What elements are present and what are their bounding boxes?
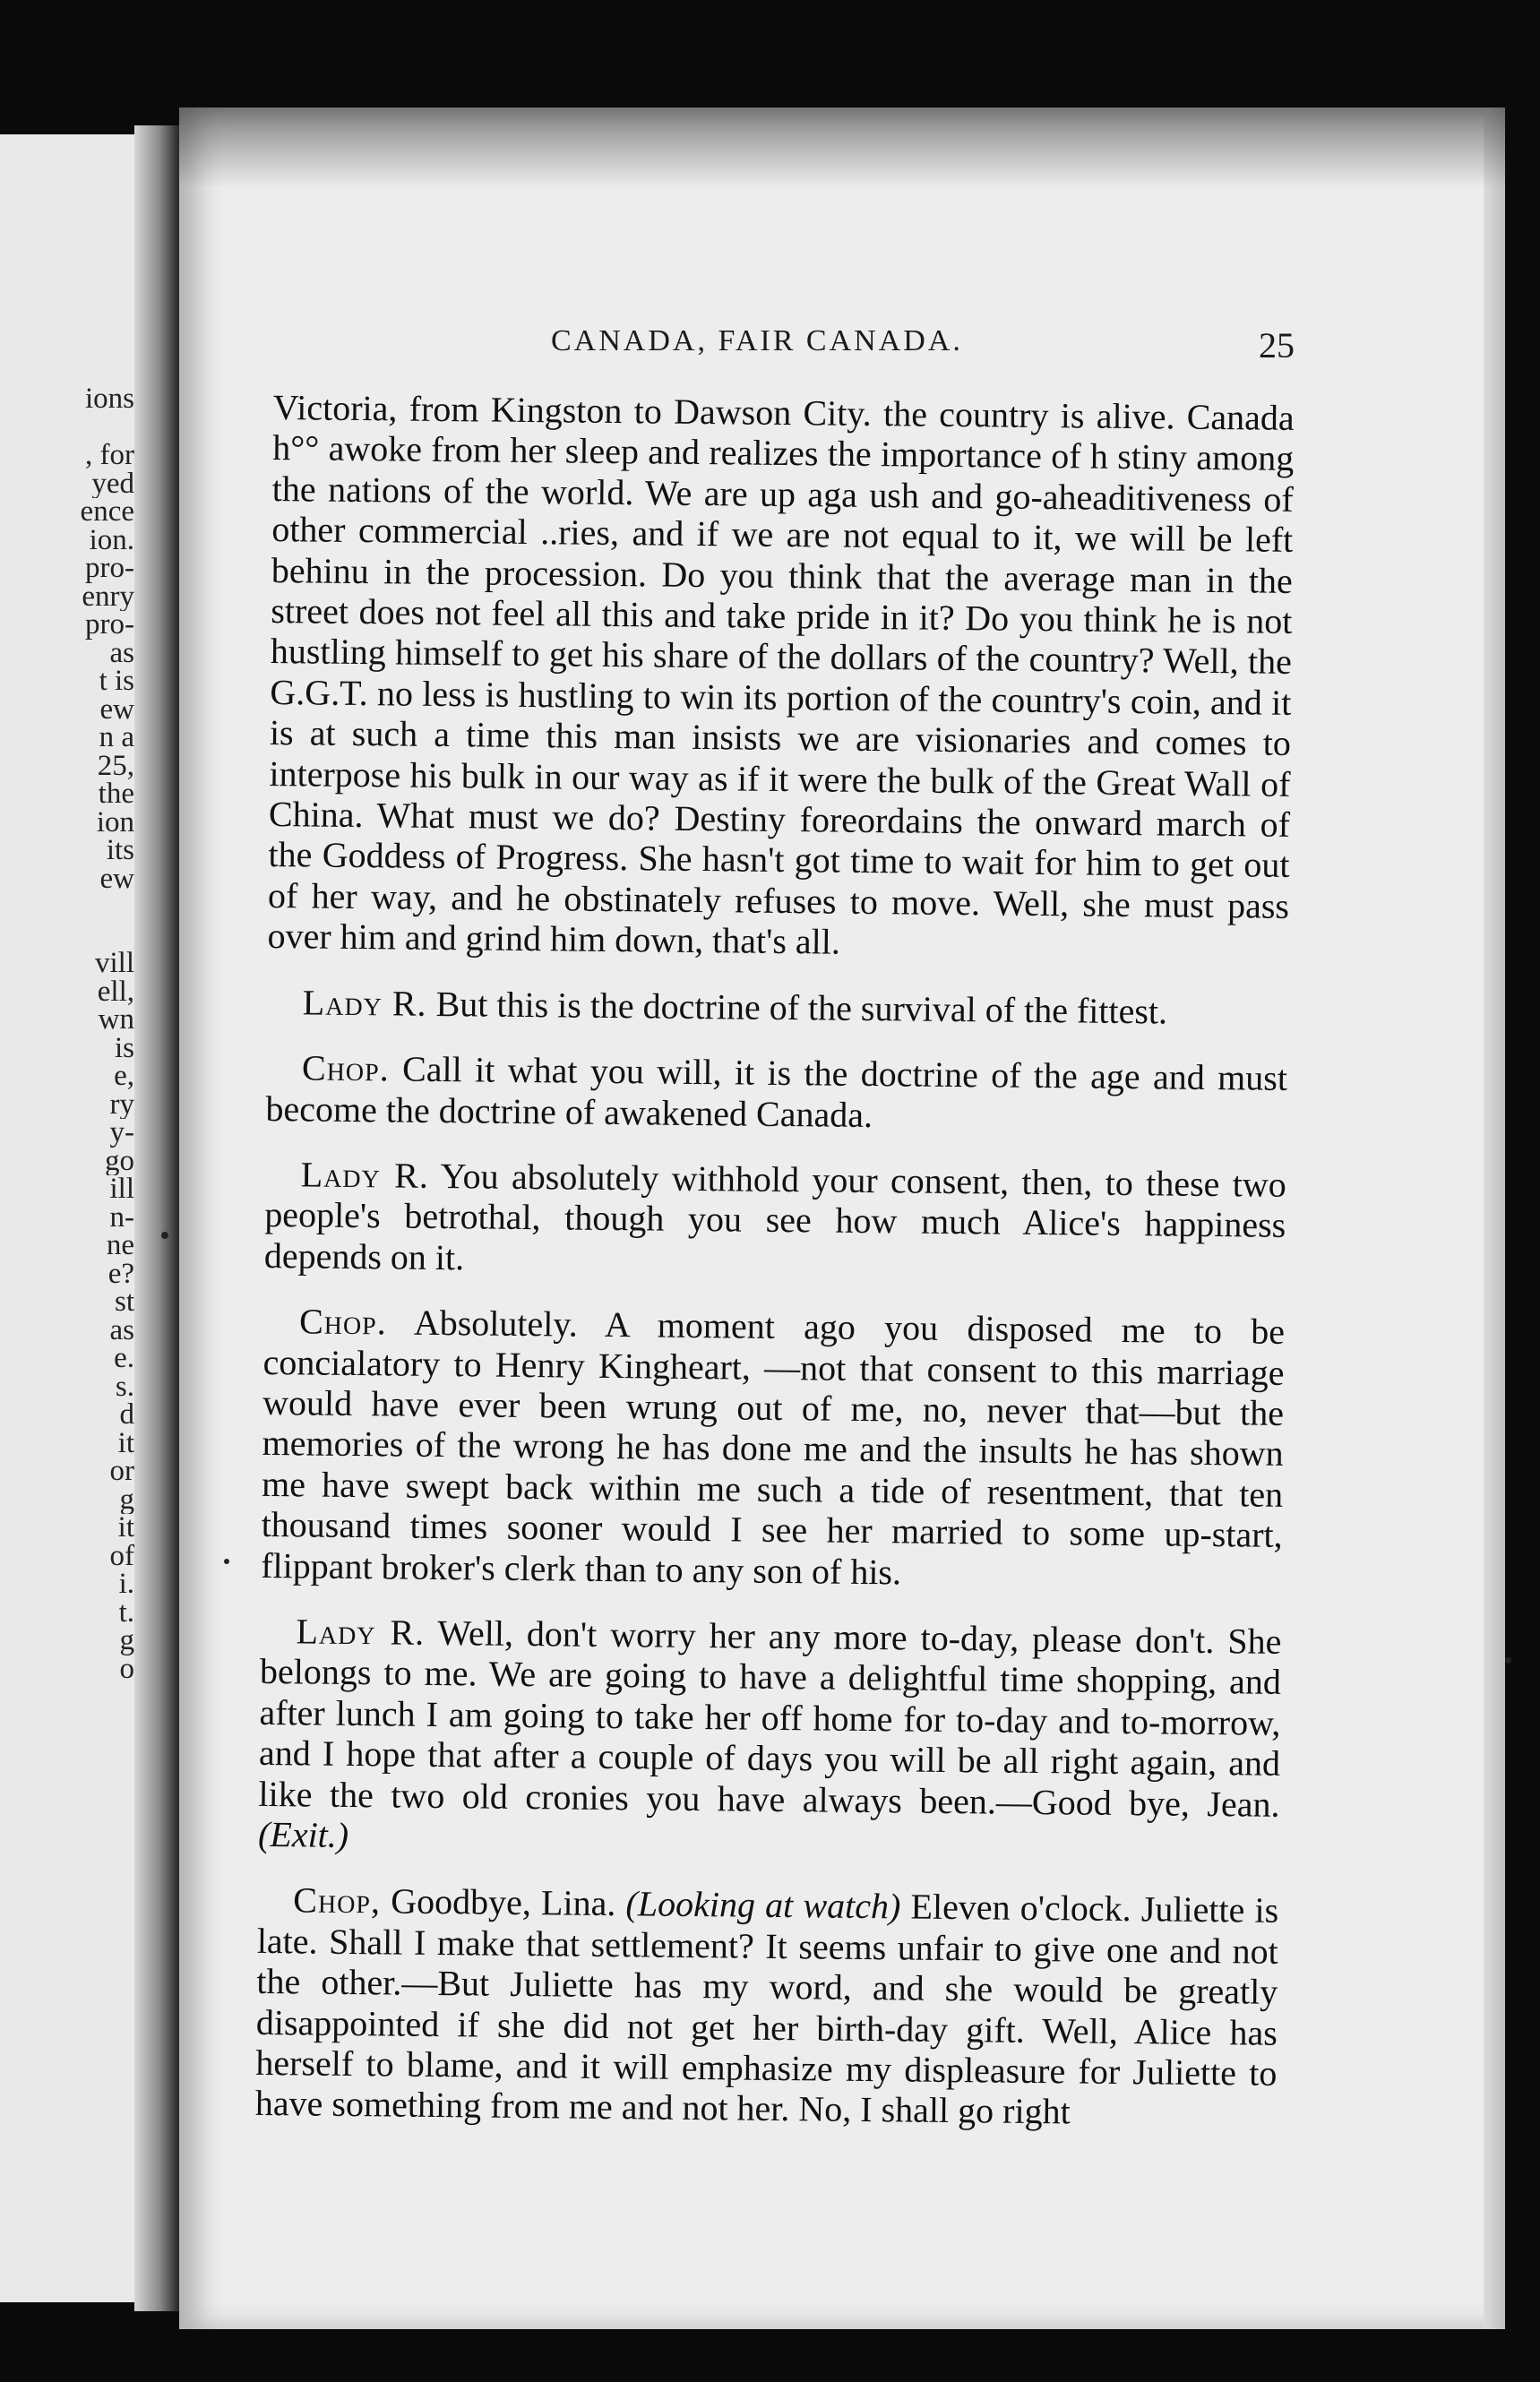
speaker-name: Chop, [293, 1879, 382, 1922]
left-fragment-line: , for [85, 442, 134, 470]
left-fragment-line: yed [91, 469, 134, 498]
left-fragment-line: 25, [97, 752, 134, 780]
left-fragment-line: ew [99, 864, 134, 893]
paragraph-text: Goodbye, Lina. [390, 1880, 616, 1924]
left-fragment-line [0, 922, 134, 950]
left-fragment-line: e. [114, 1345, 134, 1373]
left-page-text-fragments [0, 385, 134, 1683]
left-fragment-line: is [114, 1034, 134, 1062]
left-fragment-line [0, 414, 134, 443]
left-fragment-line: or [109, 1458, 134, 1486]
paragraph-text: Well, don't worry her any more to-day, please don't. She belongs to me. We are going to have a delightful time shopping, and after lunch I am going to take her off home for to-day and to-morrow, and I hope that after a couple of days you will be all right again, and like the two old cronies you have always been.—Good bye, Jean. [258, 1612, 1282, 1825]
running-head: CANADA, FAIR CANADA. [551, 324, 963, 357]
left-fragment-line: pro- [85, 555, 134, 583]
left-fragment-line: ion. [89, 526, 134, 555]
page-body [254, 387, 1295, 2160]
paragraph-text: You absolutely withhold your consent, then, to these two people's betrothal, though you see how much Alice's happiness depends on it. [263, 1155, 1286, 1278]
speaker-name: Lady R. [296, 1611, 426, 1653]
scan-speck [161, 1232, 168, 1239]
left-fragment-line: its [106, 837, 134, 865]
left-fragment-line: ions [84, 385, 134, 414]
page-number: 25 [1259, 325, 1295, 365]
left-fragment-line: it [117, 1429, 134, 1458]
speaker-name: Chop. [301, 1047, 390, 1089]
left-fragment-line: of [109, 1542, 134, 1570]
scan-speck [224, 1559, 229, 1564]
paragraph-text: Victoria, from Kingston to Dawson City. the country is alive. Canada h°° awoke from her sleep and realizes the importance of h stiny among the nations of the world. We are up aga ush and go-aheaditiveness of other commercial ..ries, and if we are not equal to it, we will be left behinu in the procession. Do you think that the average man in the street does not feel all this and take pride in it? Do you think he is not hustling himself to get his share of the dollars of the country? Well, the G.G.T. no less is hustling to win its portion of the country's coin, and it is at such a time this man insists we are visionaries and comes to interpose his bulk in our way as if it were the bulk of the Great Wall of China. What must we do? Destiny foreordains the onward march of the Goddess of Progress. She hasn't got time to wait for him to get out of her way, and he obstinately refuses to move. Well, she must pass over him and grind him down, that's all. [267, 387, 1295, 962]
stage-direction: (Exit.) [257, 1813, 349, 1855]
paragraph [265, 1047, 1287, 1139]
left-fragment-line: as [109, 1316, 134, 1345]
left-fragment-line: g [119, 1627, 134, 1655]
left-fragment-line: o [119, 1655, 134, 1683]
left-fragment-line: ence [80, 498, 134, 527]
stage-direction: (Looking at watch) [625, 1883, 901, 1927]
paragraph [267, 982, 1288, 1033]
left-fragment-line: s. [115, 1372, 134, 1401]
scan-speck [1505, 1657, 1511, 1664]
paragraph-text: Eleven o'clock. Juliette is late. Shall I make that settlement? It seems unfair to give one and not the other.—But Juliette has my word, and she would be greatly disappointed if she did not get her birth-day gift. Well, Alice has herself to blame, and it will emphasize my displeasure for Juliette to have something from me and not her. No, I shall go right [254, 1886, 1279, 2132]
left-fragment-line: ew [99, 695, 134, 724]
left-fragment-line: i. [118, 1570, 134, 1599]
left-fragment-line: ne [106, 1232, 134, 1260]
left-fragment-line: ill [109, 1175, 134, 1204]
paragraph [255, 1879, 1279, 2134]
left-fragment-line: st [114, 1288, 134, 1317]
paragraph [267, 387, 1295, 967]
left-fragment-line: e, [114, 1062, 134, 1091]
left-fragment-line: the [98, 780, 134, 809]
paragraph [258, 1611, 1282, 1865]
left-fragment-line: n- [109, 1203, 134, 1232]
paragraph [261, 1301, 1285, 1596]
left-fragment-line: go [105, 1147, 134, 1175]
left-fragment-line: pro- [85, 611, 134, 640]
left-fragment-line [0, 893, 134, 922]
left-fragment-line: t is [99, 667, 134, 696]
left-fragment-line: it [117, 1514, 134, 1543]
paragraph [264, 1154, 1286, 1286]
left-fragment-line: enry [82, 582, 134, 611]
top-shadow [179, 107, 1505, 188]
speaker-name: Lady R. [302, 982, 427, 1024]
left-fragment-line: t. [118, 1598, 134, 1627]
paragraph-text: Absolutely. A moment ago you disposed me to be concialatory to Henry Kingheart, —not that consent to this marriage would have ever been wrung out of me, no, never that—but the memories of the wrong he has done me and the insults he has shown me have swept back within me such a tide of resentment, that ten thousand times sooner would I see her married to some up-start, flippant broker's clerk than to any son of his. [260, 1302, 1286, 1592]
left-fragment-line: vill [94, 950, 134, 978]
left-fragment-line: ry [109, 1090, 134, 1119]
speaker-name: Chop. [298, 1301, 388, 1343]
paragraph-text: Call it what you will, it is the doctrine of the age and must become the doctrine of awakened Canada. [265, 1048, 1288, 1135]
left-fragment-line: wn [98, 1006, 134, 1035]
page-header [282, 324, 1295, 378]
speaker-name: Lady R. [300, 1154, 430, 1196]
left-fragment-line: d [119, 1401, 134, 1430]
paragraph-text: But this is the doctrine of the survival of the fittest. [435, 983, 1168, 1032]
left-fragment-line: ion [96, 808, 134, 837]
left-fragment-line: g [119, 1485, 134, 1514]
left-fragment-line: as [109, 639, 134, 667]
left-fragment-line: y- [109, 1119, 134, 1148]
left-fragment-line: ell, [97, 977, 134, 1006]
page-edge [1484, 107, 1505, 2329]
left-fragment-line: n a [99, 724, 134, 752]
left-fragment-line: e? [108, 1260, 134, 1288]
